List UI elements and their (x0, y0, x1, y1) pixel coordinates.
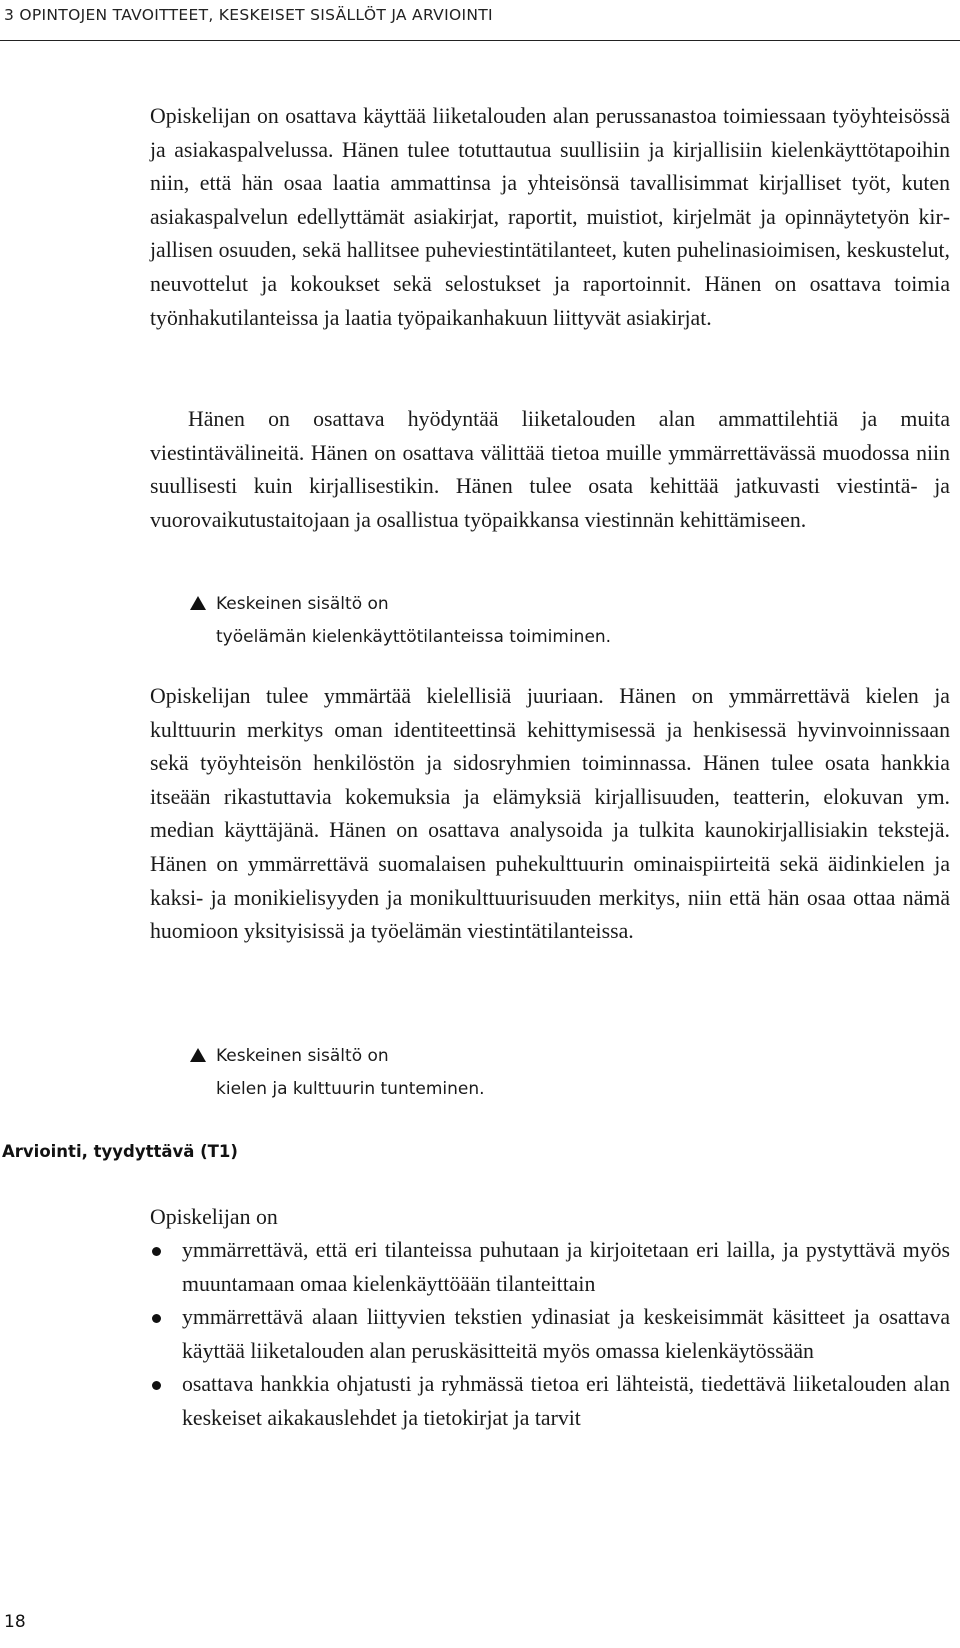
assessment-lead: Opiskelijan on (150, 1205, 278, 1229)
key-content-2-line-1: Keskeinen sisältö on (190, 1040, 830, 1073)
list-item: ymmärrettävä alaan liittyvien tekstien ydinasiat ja keskeisimmät käsitteet ja osattava käyttää liiketalouden alan peruskäsitteitä myös omassa kielenkäytössään (150, 1301, 950, 1368)
bullet-icon (152, 1314, 161, 1323)
paragraph-language-culture: Opiskelijan tulee ymmärtää kielellisiä juuriaan. Hänen on ymmärrettävä kielen ja kulttuurin merkitys oman identiteettinsä kehittymisessä ja henkisessä hyvinvoinnissaan sekä työyhteisön henkilöstön ja sidosryhmien toiminnassa. Hänen tulee osata hankkia itseään rikastuttavia kokemuksia ja elämyksiä kirjallisuuden, teatterin, elokuvan ym. median käyttäjänä. Hänen on osattava analysoida ja tulkita kaunokirjallisiakin tekstejä. Hänen on ymmärrettävä suomalaisen puhekulttuurin ominaispiirteitä sekä äidinkielen ja kaksi- ja monikielisyyden ja monikulttuurisuuden merkitys, niin että hän osaa ottaa nämä huomioon yksityisissä ja työelämän viestintätilanteissa. (150, 684, 950, 944)
key-content-box-1 (190, 588, 830, 654)
list-item: osattava hankkia ohjatusti ja ryhmässä tietoa eri lähteistä, tiedettävä liiketalouden alan keskeiset aikakauslehdet ja tietokirjat ja tarvit (150, 1368, 950, 1435)
assessment-bullet-list (150, 1234, 950, 1436)
running-head-title: 3 OPINTOJEN TAVOITTEET, KESKEISET SISÄLLÖT JA ARVIOINTI (4, 6, 493, 24)
key-content-box-2 (190, 1040, 830, 1106)
bullet-icon (152, 1381, 161, 1390)
triangle-bullet-icon (190, 596, 206, 610)
paragraph-media-skills: Hänen on osattava hyödyntää liiketalouden alan ammattilehtiä ja muita viestintävälineitä. Hänen on osattava välittää tietoa muille ymmärrettävässä muodossa niin suullisesti kuin kirjallisestikin. Hänen tulee osata kehittää jatkuvasti viestintä- ja vuorovaikutustaitojaan ja osallistua työpaikkansa viestinnän kehittämiseen. (150, 407, 950, 532)
key-content-1-line-1: Keskeinen sisältö on (190, 588, 830, 621)
assessment-heading: Arviointi, tyydyttävä (T1) (2, 1142, 238, 1161)
list-item: ymmärrettävä, että eri tilanteissa puhutaan ja kirjoitetaan eri lailla, ja pystyttävä myös muuntamaan omaa kielenkäyttöään tilanteittain (150, 1234, 950, 1301)
key-content-2-line-2: kielen ja kulttuurin tunteminen. (216, 1079, 485, 1099)
paragraph-communication-skills: Opiskelijan on osattava käyttää liiketalouden alan perussanastoa toimiessaan työyhteisössä ja asiakaspalvelussa. Hänen tulee totuttautua suullisiin ja kirjallisiin kielenkäyttötapoihin niin, että hän osaa laatia ammattinsa ja yhteisönsä tavallisimmat kirjalliset työt, kuten asiakaspalvelun edellyttämät asiakirjat, raportit, muistiot, kirjelmät ja opinnäytetyön kirjallisen osuuden, sekä hallitsee puheviestintätilanteet, kuten puhelinasioimisen, keskustelut, neuvottelut ja kokoukset sekä selostukset ja raportoinnit. Hänen on osattava toimia työnhakutilanteissa ja laatia työpaikanhakuun liittyvät asiakirjat. (150, 104, 950, 330)
page-number: 18 (4, 1612, 26, 1632)
key-content-1-line-2: työelämän kielenkäyttötilanteissa toimiminen. (216, 627, 612, 647)
triangle-bullet-icon (190, 1048, 206, 1062)
bullet-icon (152, 1247, 161, 1256)
running-head (0, 0, 960, 41)
